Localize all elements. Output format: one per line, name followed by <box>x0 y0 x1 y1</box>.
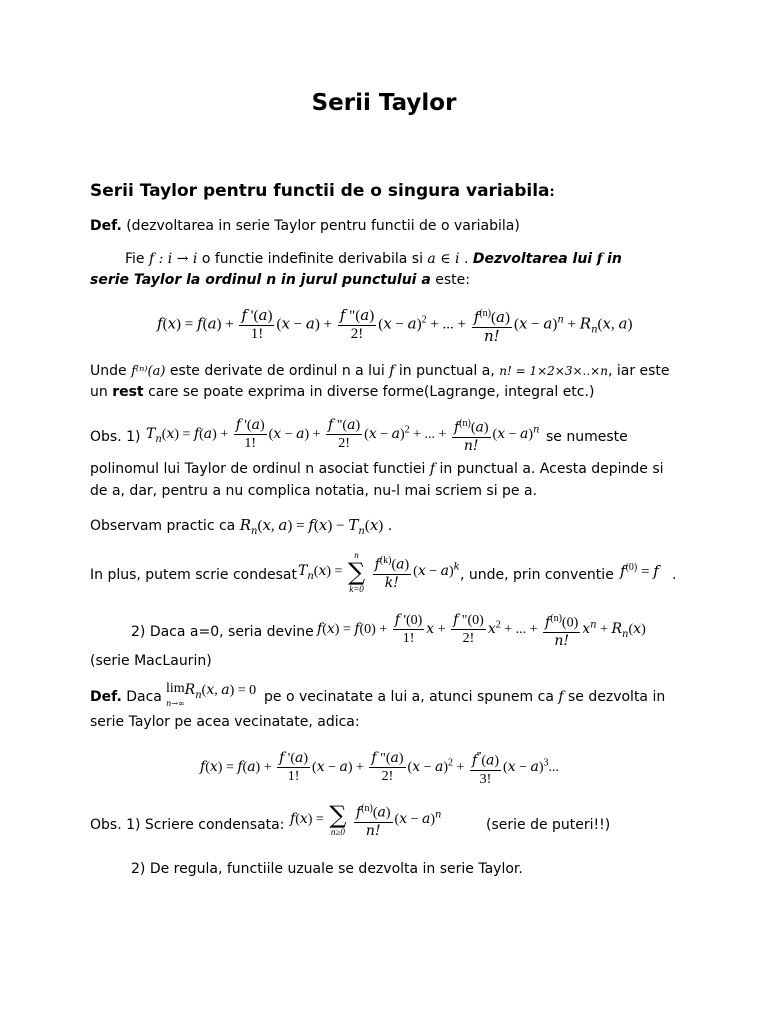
a-in-set: a ∈ i <box>427 251 460 267</box>
obs-1-line <box>90 426 140 448</box>
definition-1 <box>90 215 520 237</box>
definition-2-text <box>264 686 665 708</box>
def-text: (dezvoltarea in serie Taylor pentru functii de o variabila) <box>121 218 520 234</box>
un-word: un <box>90 384 108 400</box>
daca-word: Daca <box>126 689 162 705</box>
unde-line-1 <box>90 360 670 383</box>
def-2-text-1: pe o vecinatate a lui a, atunci spunem ca <box>264 689 554 705</box>
condensed-sum-formula: $T_n(x)$ = n ∑ k=0 $\frac{f^{(k)}(a)}{k!}$ $(x - a)^k$ <box>298 550 460 594</box>
f-symbol: f <box>389 363 395 379</box>
convention-formula: $f^{(0)} = f$ <box>620 562 659 580</box>
def-2-text-2: se dezvolta in <box>568 689 666 705</box>
obs-1-line-3: de a, dar, pentru a nu complica notatia, nu-l mai scriem si pe a. <box>90 483 538 499</box>
fie-text: o functie indefinite derivabila si <box>201 251 423 267</box>
unde-text-4: care se poate exprima in diverse forme(Lagrange, integral etc.) <box>148 384 595 400</box>
obs-1-line-2 <box>90 458 664 480</box>
inplus-text: In plus, putem scrie condesat <box>90 567 297 583</box>
bold-dezvoltarea: Dezvoltarea lui <box>472 251 593 267</box>
bold-serie-taylor: serie Taylor la ordinul n in jurul punctului a <box>90 272 431 288</box>
inplus-end: . <box>672 567 677 583</box>
definition-2-line-2: serie Taylor pe acea vecinatate, adica: <box>90 714 360 730</box>
page-title: Serii Taylor <box>311 90 457 116</box>
section-heading-text: Serii Taylor pentru functii de o singura variabila <box>90 181 550 201</box>
function-mapping: f : i → i <box>149 251 198 267</box>
section-heading <box>90 181 555 201</box>
fie-word: Fie <box>125 251 145 267</box>
f-symbol-2: f <box>429 461 436 477</box>
taylor-polynomial-formula: $T_n(x) = f(a)$ + $\frac{f '(a)}{1!}$ (x − a) + $\frac{f "(a)}{2!}$ $(x - a)^2$ + ... + $\frac{f^{(n)}(a)}{n!}$ $(x - a)^n$ <box>146 415 539 455</box>
power-series-note: (serie de puteri!!) <box>486 817 611 833</box>
observam-end: . <box>387 518 393 534</box>
maclaurin-note: (serie MacLaurin) <box>90 653 212 669</box>
unde-line-2 <box>90 381 594 403</box>
definition-2 <box>90 686 162 708</box>
polinom-text-2: in punctual a. Acesta depinde si <box>439 461 664 477</box>
nth-derivative: f⁽ⁿ⁾(a) <box>131 364 166 379</box>
obs-1-after: se numeste <box>546 429 628 445</box>
f-symbol-3: f <box>558 689 564 705</box>
maclaurin-formula: f(x) = f(0) + $\frac{f '(0)}{1!}$ x + $\frac{f "(0)}{2!}$ $x^2$ + ... + $\frac{f^{(n)}(0)}{n!}$ $x^n + R_n(x)$ <box>317 610 646 650</box>
unde-text-2: in punctual a, <box>398 363 495 379</box>
polinom-text: polinomul lui Taylor de ordinul n asociat functiei <box>90 461 426 477</box>
def-2-label: Def. <box>90 689 122 705</box>
este: este: <box>435 272 470 288</box>
observam-line: Observam practic ca $R_n(x$, $a) = f(x) - T_n(x)$ . <box>90 516 393 537</box>
def-label: Def. <box>90 218 122 234</box>
rest-word: rest <box>112 384 144 400</box>
taylor-formula: f(x) = f(a) + $\frac{f '(a)}{1!}$ (x − a) + $\frac{f "(a)}{2!}$ $(x - a)^2$ + ... + $\frac{f^{(n)}(a)}{n!}$ $(x - a)^n + R_n(x$, a) <box>157 306 633 345</box>
obs-2-item-2: 2) De regula, functiile uzuale se dezvolta in serie Taylor. <box>131 861 523 877</box>
limit-formula: lim $n\to\infty R_n(x$, a) = 0 <box>166 681 257 708</box>
dot: . <box>463 251 469 267</box>
daca-a0-text: 2) Daca a=0, seria devine <box>131 624 314 640</box>
power-series-formula: f(x) = ∑ n≥0 $\frac{f^{(n)}(a)}{n!}$ $(x - a)^n$ <box>290 800 442 839</box>
obs-label: Obs. 1) <box>90 429 141 445</box>
unde-word: Unde <box>90 363 127 379</box>
fie-line-2 <box>90 269 470 291</box>
bold-in: in <box>607 251 622 267</box>
fie-line <box>125 248 622 270</box>
unde-text-1: este derivate de ordinul n a lui <box>169 363 385 379</box>
obs-2-label: Obs. 1) Scriere condensata: <box>90 817 285 833</box>
factorial-def: n! = 1×2×3×..×n <box>499 364 608 378</box>
inplus-mid: , unde, prin conventie <box>460 567 614 583</box>
observam-text: Observam practic ca <box>90 518 236 534</box>
taylor-series-formula: f(x) = f(a) + $\frac{f '(a)}{1!}$ (x − a) + $\frac{f "(a)}{2!}$ $(x - a)^2$ + $\frac{f^‴(a)}{3!}$ $(x - a)^3$... <box>200 748 559 788</box>
section-heading-colon: : <box>549 185 555 200</box>
unde-text-3: , iar este <box>607 363 670 379</box>
bold-f: f <box>596 251 603 267</box>
